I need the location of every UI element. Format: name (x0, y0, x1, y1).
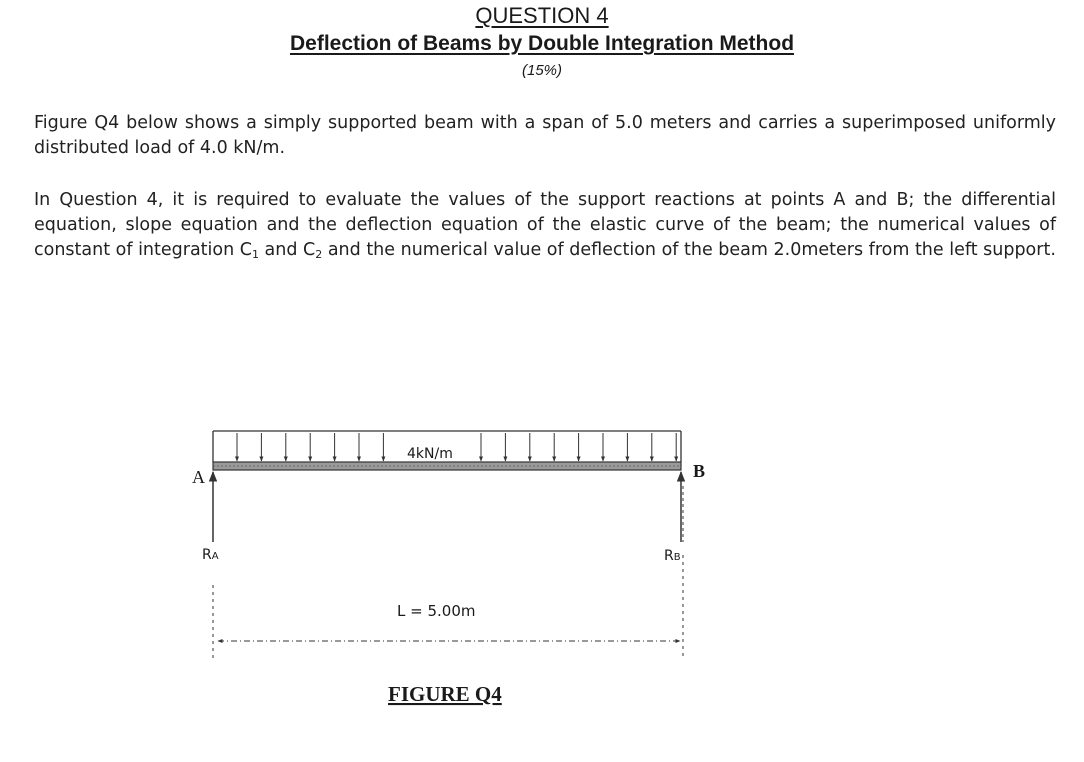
point-b-label: B (693, 461, 706, 481)
reaction-b-subscript: B (673, 552, 681, 563)
requirements-text-1: In Question 4, it is required to evaluate the values of the support reactions at points A and B; the differential equation, slope equation and the deflection equation of the elastic curve of the beam; the numerical values of constant of integration C (34, 190, 1056, 260)
reaction-a-label (202, 547, 219, 563)
question-number: QUESTION 4 (475, 3, 609, 28)
requirements-text-3: and the numerical value of deflection of the beam 2.0meters from the left support. (322, 240, 1056, 260)
reaction-a-subscript: A (211, 551, 219, 562)
marks-weight: (15%) (521, 62, 562, 79)
load-arrows (237, 433, 676, 461)
span-label: L = 5.00m (397, 602, 476, 620)
reaction-b-label (664, 548, 681, 564)
load-label: 4kN/m (407, 446, 453, 462)
requirements-text-2: and C (258, 240, 316, 260)
c1-subscript: 1 (251, 248, 259, 261)
c2-subscript: 2 (315, 248, 323, 261)
reaction-a-r: R (202, 547, 212, 563)
intro-paragraph: Figure Q4 below shows a simply supported beam with a span of 5.0 meters and carries a superimposed uniformly distributed load of 4.0 kN/m. (34, 113, 1056, 158)
figure-caption: FIGURE Q4 (388, 682, 502, 706)
question-title: Deflection of Beams by Double Integration Method (289, 32, 795, 55)
reaction-b-r: R (664, 548, 674, 564)
point-a-label: A (192, 467, 205, 487)
